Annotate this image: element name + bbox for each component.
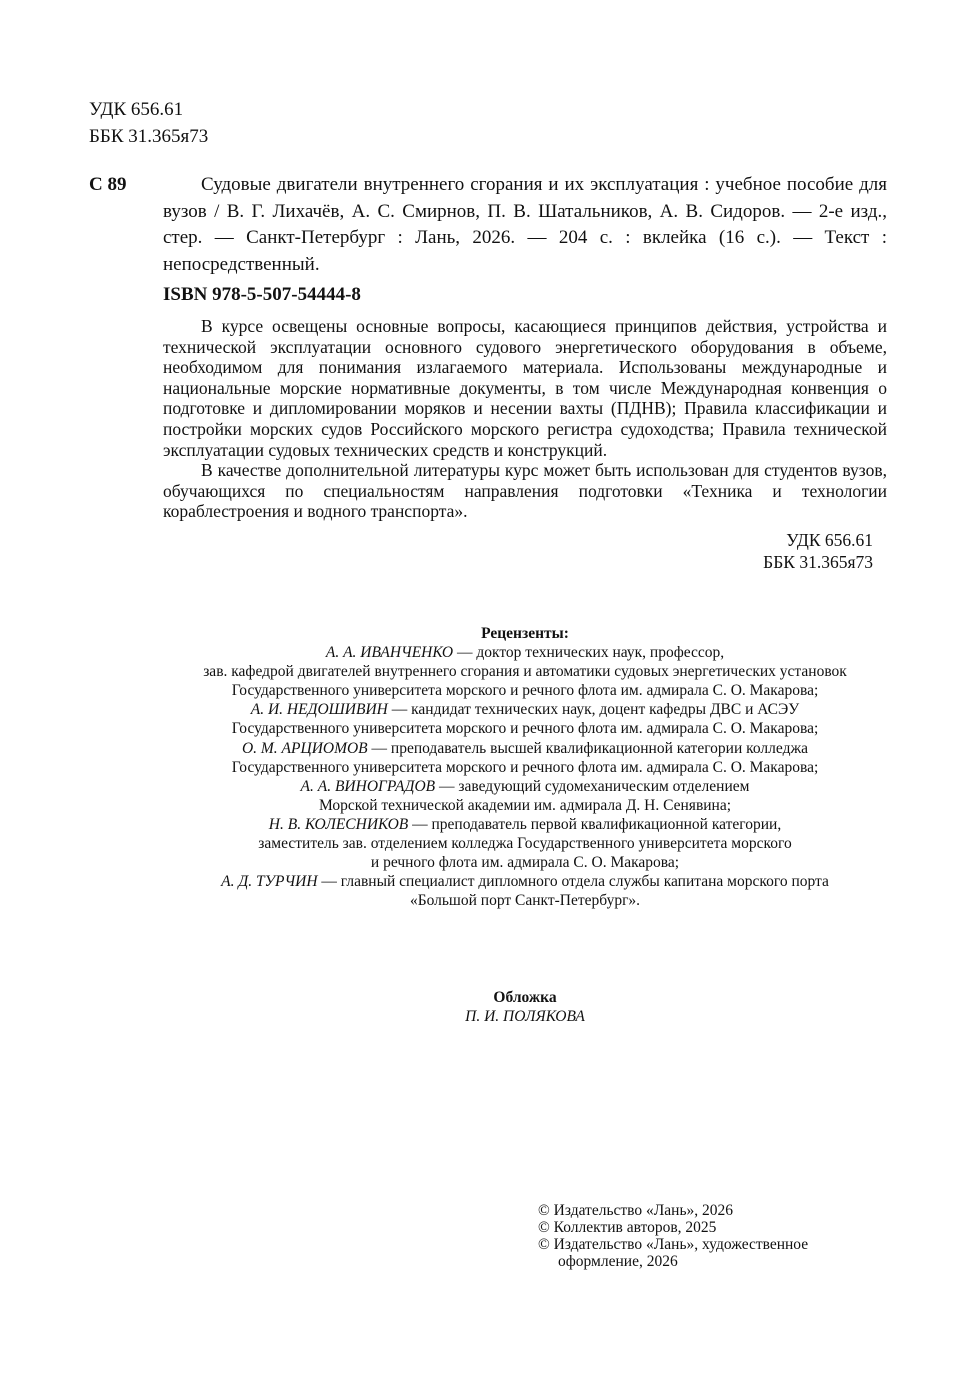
reviewer-position: — кандидат технических наук, доцент кафедры ДВС и АСЭУ	[387, 701, 800, 719]
cover-artist: П. И. ПОЛЯКОВА	[465, 1008, 585, 1026]
reviewer-name: А. А. ИВАНЧЕНКО	[325, 644, 454, 662]
annotation	[163, 316, 887, 522]
reviewer-first-line	[100, 815, 950, 834]
copyright-line: оформление, 2026	[558, 1253, 678, 1270]
reviewer-entry	[100, 815, 950, 872]
reviewer-affiliation-line: Государственного университета морского и речного флота им. адмирала С. О. Макарова;	[231, 720, 819, 738]
reviewer-entry	[100, 739, 950, 777]
copyright-line: © Издательство «Лань», художественное	[538, 1236, 809, 1253]
copyright-block	[538, 1202, 878, 1270]
reviewer-first-line	[100, 700, 950, 719]
reviewer-affiliation-line: заместитель зав. отделением колледжа Государственного университета морского	[258, 835, 792, 853]
reviewer-entry	[100, 777, 950, 815]
bbk-code: ББК 31.365я73	[763, 551, 873, 572]
classification-codes-top	[89, 96, 208, 150]
reviewer-entry	[100, 872, 950, 910]
reviewer-first-line	[100, 643, 950, 662]
udk-code: УДК 656.61	[89, 99, 184, 120]
reviewer-name: О. М. АРЦИОМОВ	[241, 739, 368, 757]
reviewer-entry	[100, 643, 950, 700]
annotation-paragraph: В курсе освещены основные вопросы, касающиеся принципов действия, устройства и технической эксплуатации основного судового энергетического оборудования в объеме, необходимом для понимания излагаемого материала. Использованы международные и национальные морские нормативные документы, в том числе Международная конвенция о подготовке и дипломировании моряков и несении вахты (ПДНВ); Правила классификации и постройки морских судов Российского морского регистра судоходства; Правила технической эксплуатации судовых технических средств и конструкций.	[163, 316, 887, 460]
reviewer-entry	[100, 700, 950, 738]
reviewers-heading: Рецензенты:	[481, 625, 569, 642]
reviewer-affiliation-line: Морской технической академии им. адмирала Д. Н. Сенявина;	[318, 796, 732, 814]
copyright-line: © Издательство «Лань», 2026	[538, 1202, 734, 1219]
reviewer-first-line	[100, 777, 950, 796]
annotation-paragraph: В качестве дополнительной литературы курс может быть использован для студентов вузов, обучающихся по специальностям направления подготовки «Техника и технологии кораблестроения и водного транспорта».	[163, 460, 887, 522]
bibliographic-record: Судовые двигатели внутреннего сгорания и их эксплуатация : учебное пособие для вузов / В. Г. Лихачёв, А. С. Смирнов, П. В. Шатальников, А. В. Сидоров. — 2-е изд., стер. — Санкт-Петербург : Лань, 2026. — 204 с. : вклейка (16 с.). — Текст : непосредственный.	[163, 174, 887, 275]
reviewer-name: Н. В. КОЛЕСНИКОВ	[268, 815, 409, 833]
copyright-line: © Коллектив авторов, 2025	[538, 1219, 717, 1236]
cover-credit	[425, 988, 625, 1026]
bbk-code: ББК 31.365я73	[89, 126, 209, 147]
reviewer-position: — преподаватель первой квалификационной категории,	[408, 815, 782, 833]
reviewer-first-line	[100, 739, 950, 758]
reviewer-position: — преподаватель высшей квалификационной категории колледжа	[367, 739, 809, 757]
cover-heading: Обложка	[493, 989, 557, 1006]
reviewer-name: А. Д. ТУРЧИН	[221, 873, 318, 891]
reviewers-section	[100, 624, 950, 910]
reviewer-affiliation-line: зав. кафедрой двигателей внутреннего сгорания и автоматики судовых энергетических установок	[203, 663, 847, 681]
author-mark: С 89	[89, 174, 127, 195]
reviewer-first-line	[100, 872, 950, 891]
reviewer-position: — доктор технических наук, профессор,	[453, 644, 725, 662]
reviewer-name: А. И. НЕДОШИВИН	[250, 701, 388, 719]
reviewer-affiliation-line: Государственного университета морского и речного флота им. адмирала С. О. Макарова;	[231, 758, 819, 776]
udk-code: УДК 656.61	[786, 530, 873, 550]
reviewer-position: — заведующий судомеханическим отделением	[435, 777, 750, 795]
classification-codes-bottom	[700, 530, 873, 573]
reviewer-affiliation-line: Государственного университета морского и речного флота им. адмирала С. О. Макарова;	[231, 682, 819, 700]
isbn: ISBN 978-5-507-54444-8	[163, 284, 361, 305]
reviewer-name: А. А. ВИНОГРАДОВ	[300, 777, 436, 795]
reviewer-affiliation-line: «Большой порт Санкт-Петербург».	[409, 892, 641, 910]
reviewer-affiliation-line: и речного флота им. адмирала С. О. Макарова;	[370, 854, 680, 872]
reviewer-position: — главный специалист дипломного отдела службы капитана морского порта	[317, 873, 829, 891]
